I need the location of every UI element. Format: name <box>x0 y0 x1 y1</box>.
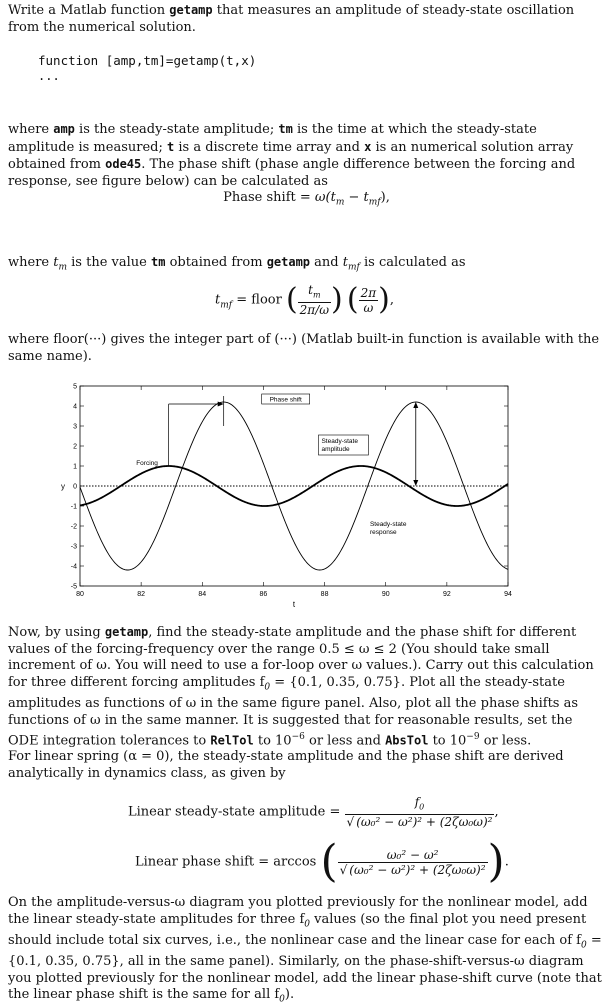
exp: −9 <box>466 732 480 743</box>
t-code: t <box>166 139 175 154</box>
amplitude-label-line: Steady-state <box>321 438 358 445</box>
intro-text: Write a Matlab function <box>8 3 170 18</box>
forcing-label: Forcing <box>136 460 158 467</box>
text: or less and <box>304 733 386 749</box>
sub: 0 <box>264 682 271 693</box>
eq-lhs: Linear phase shift = arccos <box>135 854 317 870</box>
frac-num: ω₀² − ω² <box>338 848 488 863</box>
text: , find the steady-state amplitude and the phase shift for different values of the forcing-frequency over the range 0.5 ≤ ω ≤ 2 (You should take small increment of ω. You will need to use a for-loop over ω values.). Carry out this calculation for three different forcing amplitudes f <box>8 625 594 690</box>
frac-num <box>298 283 331 303</box>
text: On the amplitude-versus-ω diagram you plotted previously for the nonlinear model, add the linear steady-state amplitudes for three f <box>8 895 588 927</box>
frac-den: √ (ω₀² − ω²)² + (2ζω₀ω)² <box>346 815 493 830</box>
x-code: x <box>364 139 372 154</box>
text: Now, by using <box>8 625 105 640</box>
sub: m <box>58 262 68 273</box>
y-axis-label: y <box>61 482 65 491</box>
eq-end: , <box>494 804 499 820</box>
num-t: t <box>308 283 313 297</box>
y-tick-label: 2 <box>73 443 77 451</box>
sub: mf <box>368 197 381 208</box>
y-tick-label: -3 <box>70 543 77 551</box>
sub: 0 <box>279 994 285 1005</box>
linear-paragraph: For linear spring (α = 0), the steady-state amplitude and the phase shift are derived analytically in dynamics class, as given by <box>8 749 564 781</box>
tm-code: tm <box>150 255 166 269</box>
exp: −6 <box>291 732 305 743</box>
amplitude-arrow-head <box>413 480 418 486</box>
amplitude-fraction <box>345 795 495 829</box>
paren-close: ) <box>331 282 343 318</box>
sub: mf <box>220 300 233 311</box>
floor-paragraph: where floor(···) gives the integer part of (···) (Matlab built-in function is available with the same name). <box>8 332 600 364</box>
text: where <box>8 122 54 137</box>
x-tick-label: 88 <box>320 591 329 598</box>
sqrt-term: (ω₀² − ω²)² + (2ζω₀ω)² <box>349 862 486 877</box>
intro-text-end: that measures an amplitude of steady-state oscillation from the numerical solution. <box>8 3 575 35</box>
phase-shift-label: Phase shift <box>269 396 302 404</box>
y-tick-label: 0 <box>73 483 77 491</box>
amplitude-arrow-head <box>413 402 418 408</box>
amp-code: amp <box>53 122 75 136</box>
text: is the value <box>67 255 151 270</box>
tmf-equation <box>215 283 394 317</box>
x-tick-label: 82 <box>137 591 146 598</box>
code-signature: function [amp,tm]=getamp(t,x) <box>38 53 257 68</box>
text: to 10 <box>253 733 292 749</box>
tmf-symbol: t <box>342 255 348 270</box>
text: is calculated as <box>359 255 466 270</box>
sqrt-term: (ω₀² − ω²)² + (2ζω₀ω)² <box>356 815 493 830</box>
x-tick-label: 84 <box>198 591 207 598</box>
text: = {0.1, 0.35, 0.75}. Plot all the steady-state amplitudes as functions of ω in the same figure panel. Also, plot all the phase shifts as functions of ω in the same manner. It is suggested that for reasonable results, set the ODE integration tolerances to <box>8 674 579 749</box>
text: is the steady-state amplitude; <box>74 122 279 137</box>
amplitude-label-line: amplitude <box>321 446 350 453</box>
text: ). <box>284 987 295 1003</box>
eq-lhs: Phase shift <box>223 190 296 205</box>
x-tick-label: 86 <box>259 591 268 598</box>
x-tick-label: 94 <box>504 591 512 598</box>
sub: m <box>335 197 345 208</box>
sub: 0 <box>304 919 310 930</box>
text: to 10 <box>428 733 467 749</box>
getamp-code: getamp <box>104 625 149 639</box>
where-tm-paragraph <box>8 254 603 276</box>
linear-phase-equation <box>135 836 509 887</box>
num-f: f <box>414 795 420 809</box>
now-paragraph <box>8 624 603 750</box>
y-tick-label: 3 <box>73 423 77 431</box>
linear-amplitude-equation <box>128 795 499 829</box>
text: where <box>8 255 54 270</box>
code-ellipsis: ... <box>38 69 60 83</box>
y-tick-label: 4 <box>73 403 77 411</box>
where-amp-paragraph <box>8 121 603 190</box>
eq-lhs: t <box>215 292 221 308</box>
fraction-2 <box>359 286 379 315</box>
frac-num <box>345 795 495 815</box>
getamp-code: getamp <box>266 255 311 269</box>
tm-symbol: t <box>53 255 59 270</box>
y-tick-label: -1 <box>70 503 77 511</box>
text: or less. <box>479 733 532 749</box>
fraction-1 <box>298 283 331 317</box>
y-tick-label: 1 <box>73 463 77 471</box>
tm-code: tm <box>278 122 293 136</box>
x-tick-label: 90 <box>381 591 390 598</box>
getamp-code: getamp <box>169 3 213 17</box>
y-tick-label: -4 <box>70 563 77 571</box>
phase-fraction <box>338 848 488 877</box>
sub: 0 <box>580 940 587 951</box>
text: . The phase shift (phase angle difference between the forcing and response, see figure below) can be calculated as <box>8 157 576 189</box>
frac-den: ω <box>363 300 374 315</box>
sub: m <box>312 290 321 300</box>
paren-open: ( <box>346 282 359 318</box>
text: values (so the final plot you need present should include total six curves, i.e., the nonlinear case and the linear case for each of f <box>8 911 587 948</box>
y-tick-label: -2 <box>70 523 77 531</box>
phase-shift-equation <box>0 190 613 208</box>
sub: mf <box>348 262 360 273</box>
reltol-code: RelTol <box>210 733 254 748</box>
frac-den: 2π/ω <box>299 303 330 318</box>
paren-close: ) <box>378 282 390 318</box>
ode45-code: ode45 <box>105 157 142 172</box>
abstol-code: AbsTol <box>385 733 429 748</box>
sub: 0 <box>419 802 425 812</box>
text: is the time at which the steady-state amplitude is measured; <box>8 122 537 155</box>
eq-lhs: Linear steady-state amplitude = <box>128 804 341 820</box>
final-paragraph <box>8 895 603 1008</box>
paren-close: ) <box>487 836 505 887</box>
response-label-line: response <box>369 529 397 536</box>
y-tick-label: -5 <box>70 583 77 591</box>
x-tick-label: 80 <box>76 591 84 598</box>
y-tick-label: 5 <box>73 383 77 391</box>
eq-end: , <box>389 292 394 308</box>
eq-close: ), <box>380 190 390 205</box>
eq-minus: − t <box>344 190 369 205</box>
eq-floor: = floor <box>232 292 282 308</box>
frac-num: 2π <box>360 285 377 300</box>
text: is a discrete time array and <box>174 139 365 155</box>
text: and <box>310 255 343 270</box>
frac-den: √ (ω₀² − ω²)² + (2ζω₀ω)² <box>339 862 486 877</box>
paren-open: ( <box>285 282 298 318</box>
x-tick-label: 92 <box>442 591 451 598</box>
intro-paragraph <box>8 2 603 36</box>
text: is an numerical solution array obtained from <box>8 139 574 173</box>
paren-open: ( <box>320 836 338 887</box>
text: = {0.1, 0.35, 0.75}, all in the same panel). Similarly, on the phase-shift-versus-ω diagram you plotted previously for the nonlinear model, add the linear phase-shift curve (note that the linear phase shift is the same for all f <box>8 932 602 1003</box>
x-axis-label: t <box>292 600 296 609</box>
eq-end: . <box>504 854 509 870</box>
response-label-line: Steady-state <box>369 521 407 528</box>
oscillation-chart <box>55 378 525 610</box>
text: obtained from <box>165 255 267 270</box>
eq-rhs: = ω(t <box>299 190 336 205</box>
